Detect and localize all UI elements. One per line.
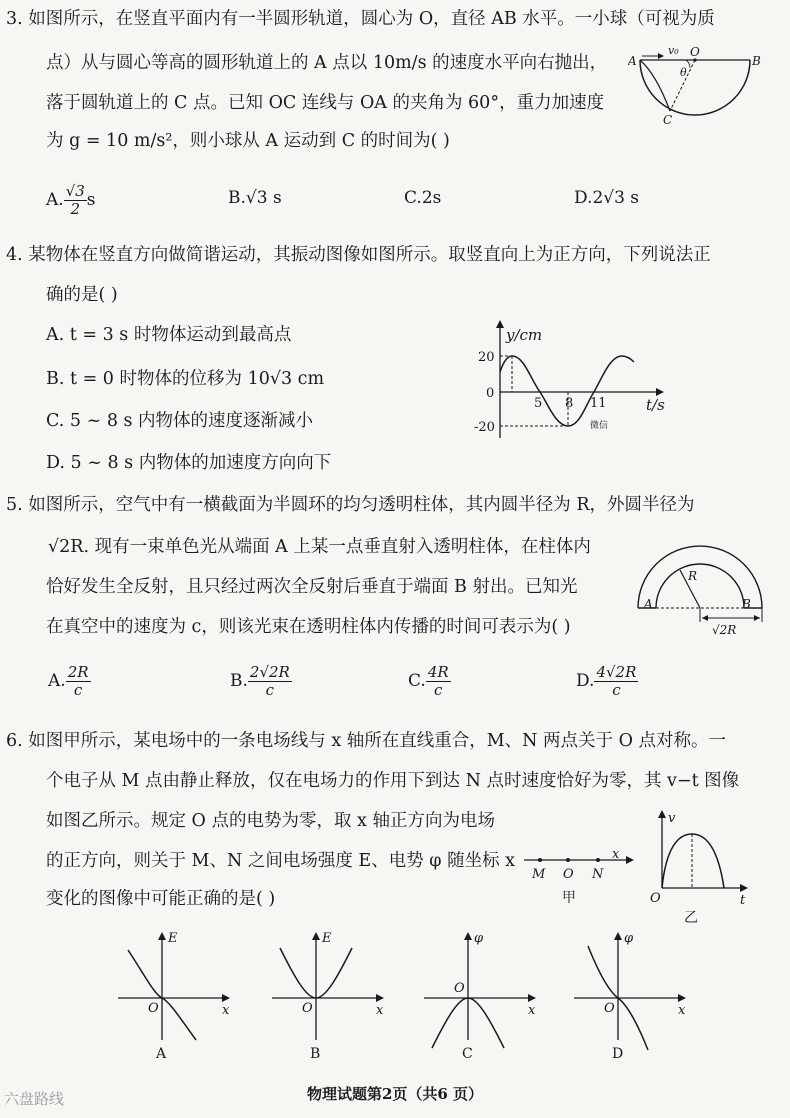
q3-label-a: A [628, 54, 637, 68]
fraction-numerator: 4R [427, 663, 449, 681]
q3-option-d [574, 187, 639, 209]
q3-line-1: 3. 如图所示，在竖直平面内有一半圆形轨道，圆心为 O，直径 AB 水平。一小球（可视为质 [6, 9, 715, 29]
q3-label-v0: v₀ [668, 44, 679, 57]
q6-yi-label-o: O [650, 891, 661, 906]
q6-jia-label-o: O [563, 867, 574, 882]
q6-line-4: 的正方向，则关于 M、N 之间电场强度 E、电势 φ 随坐标 x [46, 851, 516, 871]
watermark: 六盘路线 [4, 1090, 65, 1108]
q4-ytick-neg20: -20 [474, 420, 495, 435]
q6-line-3: 如图乙所示。规定 O 点的电势为零，取 x 轴正方向为电场 [46, 811, 495, 831]
q5-label-outer-radius: √2R [712, 623, 737, 637]
q6-b-origin-label: O [302, 1001, 313, 1016]
q6-choice-a-graph [110, 926, 240, 1062]
q5-semi-ring-figure [630, 538, 770, 638]
q3-option-a [46, 183, 96, 218]
q6-figure-yi [648, 808, 754, 932]
q4-option-d: D. 5 ~ 8 s 内物体的加速度方向向下 [46, 453, 332, 473]
q4-xlabel: t/s [646, 396, 665, 414]
q6-c-letter: C [462, 1046, 473, 1062]
q6-a-x-label: x [222, 1003, 230, 1018]
option-text: √3 s [245, 188, 282, 208]
q6-a-origin-label: O [148, 1001, 159, 1016]
option-unit: s [86, 190, 96, 210]
q6-choice-c-graph [416, 926, 546, 1062]
q4-graph-watermark: 微信 [590, 421, 609, 431]
page-footer: 物理试题第2页（共6 页） [306, 1085, 484, 1103]
fraction [66, 664, 91, 699]
option-letter: B. [228, 188, 246, 208]
q6-d-x-label: x [678, 1003, 686, 1018]
fraction-denominator: 2 [70, 200, 81, 218]
fraction-numerator: 2√2R [249, 663, 290, 681]
q5-line-3: 恰好发生全反射，且只经过两次全反射后垂直于端面 B 射出。已知光 [46, 577, 578, 597]
q3-semicircle-figure [628, 44, 768, 130]
option-letter: A. [46, 190, 64, 210]
q6-choice-b-graph [264, 926, 394, 1062]
fraction-denominator: c [73, 681, 83, 699]
q6-a-axis-label: E [168, 931, 178, 946]
fraction [248, 664, 292, 699]
q5-label-a: A [644, 597, 653, 611]
q4-xtick-5: 5 [534, 396, 543, 411]
q6-d-axis-label: φ [624, 931, 634, 946]
option-letter: C. [408, 671, 426, 691]
q6-jia-label-m: M [532, 867, 546, 882]
q6-line-5: 变化的图像中可能正确的是( ) [46, 889, 276, 909]
q6-yi-label-v: v [668, 811, 676, 826]
option-letter: D. [576, 671, 595, 691]
q6-yi-label-t: t [740, 893, 746, 908]
q5-label-b: B [742, 597, 751, 611]
q4-option-b: B. t = 0 时物体的位移为 10√3 cm [46, 369, 325, 389]
fraction [594, 664, 638, 699]
q6-choice-d-graph [566, 926, 696, 1062]
q5-option-b [230, 664, 292, 699]
fraction [426, 664, 451, 699]
q4-vibration-graph [470, 318, 680, 442]
q3-label-o: O [690, 45, 700, 59]
q6-jia-label-x: x [612, 847, 620, 862]
option-text: 2√3 s [592, 188, 640, 208]
fraction [64, 183, 87, 218]
q3-option-c [404, 187, 441, 209]
q3-line-4: 为 g = 10 m/s²，则小球从 A 运动到 C 的时间为( ) [46, 131, 450, 151]
q5-option-d [576, 664, 638, 699]
q4-option-a: A. t = 3 s 时物体运动到最高点 [46, 325, 292, 345]
q6-yi-caption: 乙 [684, 910, 698, 926]
q4-line-1: 4. 某物体在竖直方向做简谐运动，其振动图像如图所示。取竖直向上为正方向，下列说法正 [6, 245, 711, 265]
fraction-numerator: √3 [65, 182, 85, 200]
q4-option-c: C. 5 ~ 8 s 内物体的速度逐渐减小 [46, 411, 314, 431]
option-letter: A. [48, 671, 66, 691]
q6-d-origin-label: O [604, 1001, 615, 1016]
q5-option-a [48, 664, 91, 699]
q5-line-4: 在真空中的速度为 c，则该光束在透明柱体内传播的时间可表示为( ) [46, 617, 571, 637]
q6-jia-caption: 甲 [562, 890, 576, 906]
q5-option-c [408, 664, 451, 699]
q5-line-1: 5. 如图所示，空气中有一横截面为半圆环的均匀透明柱体，其内圆半径为 R，外圆半径为 [6, 495, 695, 515]
q3-label-b: B [752, 54, 761, 68]
option-text: 2s [421, 188, 442, 208]
q4-xtick-8: 8 [565, 396, 574, 411]
fraction-denominator: c [434, 681, 443, 699]
q6-a-letter: A [156, 1046, 167, 1062]
q6-line-1: 6. 如图甲所示，某电场中的一条电场线与 x 轴所在直线重合，M、N 两点关于 O 点对称。一 [6, 731, 727, 751]
q6-c-x-label: x [528, 1003, 536, 1018]
fraction-denominator: c [612, 681, 621, 699]
q6-d-letter: D [612, 1046, 624, 1062]
q3-line-3: 落于圆轨道上的 C 点。已知 OC 连线与 OA 的夹角为 60°，重力加速度 [46, 93, 605, 113]
fraction-numerator: 2R [67, 663, 89, 681]
q4-ytick-20: 20 [478, 350, 495, 365]
q6-b-axis-label: E [322, 931, 332, 946]
fraction-numerator: 4√2R [596, 663, 637, 681]
q3-option-b [228, 187, 282, 209]
option-letter: B. [230, 671, 248, 691]
fraction-denominator: c [265, 681, 275, 699]
q6-figure-jia [520, 846, 640, 912]
q4-xtick-11: 11 [590, 396, 607, 411]
q6-c-origin-label: O [454, 981, 465, 996]
q5-label-r: R [688, 569, 698, 583]
q6-line-2: 个电子从 M 点由静止释放，仅在电场力的作用下到达 N 点时速度恰好为零，其 v−t 图像 [46, 771, 740, 791]
option-letter: D. [574, 188, 593, 208]
q6-jia-label-n: N [592, 867, 604, 882]
q6-b-x-label: x [376, 1003, 384, 1018]
option-letter: C. [404, 188, 422, 208]
q3-line-2: 点）从与圆心等高的圆形轨道上的 A 点以 10m/s 的速度水平向右抛出， [46, 53, 608, 73]
q4-ylabel: y/cm [506, 326, 543, 344]
q6-c-axis-label: φ [474, 931, 484, 946]
q3-label-theta: θ [680, 66, 687, 79]
q5-line-2: √2R. 现有一束单色光从端面 A 上某一点垂直射入透明柱体，在柱体内 [48, 537, 591, 557]
q6-b-letter: B [310, 1046, 321, 1062]
q4-ytick-0: 0 [486, 386, 495, 401]
q4-line-2: 确的是( ) [46, 285, 118, 305]
q3-label-c: C [663, 113, 673, 127]
